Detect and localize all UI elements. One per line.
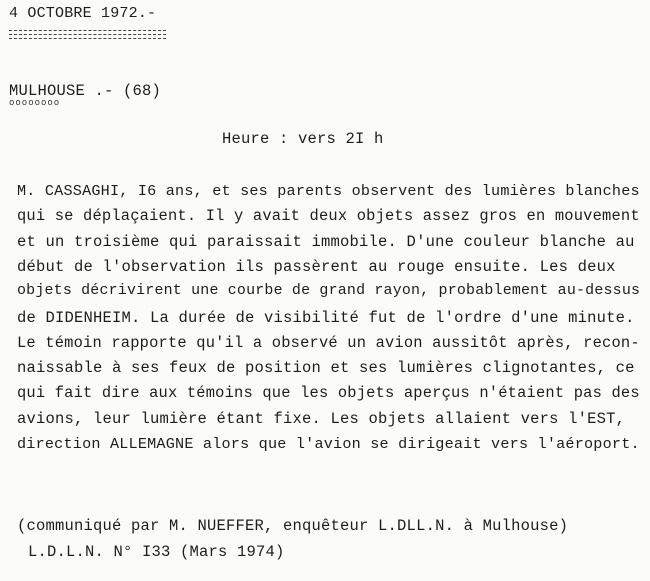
location-underline: oooooooo [9, 98, 61, 108]
body-line: Le témoin rapporte qu'il a observé un avion aussitôt après, recon- [17, 334, 640, 352]
body-line: objets décrivirent une courbe de grand rayon, probablement au-dessus [17, 283, 641, 299]
body-line: avions, leur lumière étant fixe. Les objets allaient vers l'EST, [17, 410, 626, 428]
body-line: M. CASSAGHI, I6 ans, et ses parents observent des lumières blanches [17, 182, 640, 200]
location-heading: MULHOUSE .- (68) [9, 82, 162, 100]
body-line: naissable à ses feux de position et ses lumières clignotantes, ce [17, 359, 635, 377]
body-line: qui fait dire aux témoins que les objets aperçus n'étaient pas des [17, 384, 640, 402]
observation-time: Heure : vers 2I h [222, 130, 384, 148]
body-line: et un troisième qui paraissait immobile. D'une couleur blanche au [17, 233, 635, 251]
date-underline-1 [9, 30, 166, 31]
source-credit: (communiqué par M. NUEFFER, enquêteur L.DLL.N. à Mulhouse) [17, 517, 569, 535]
publication-reference: L.D.L.N. N° I33 (Mars 1974) [28, 543, 285, 561]
body-line: de DIDENHEIM. La durée de visibilité fut de l'ordre d'une minute. [17, 309, 635, 327]
report-date: 4 OCTOBRE 1972.- [9, 5, 157, 22]
date-underline-2 [9, 34, 166, 35]
date-underline-3 [9, 38, 166, 39]
body-line: direction ALLEMAGNE alors que l'avion se dirigeait vers l'aéroport. [17, 435, 640, 453]
body-line: qui se déplaçaient. Il y avait deux objets assez gros en mouvement [17, 207, 640, 225]
body-line: début de l'observation ils passèrent au rouge ensuite. Les deux [17, 258, 616, 276]
